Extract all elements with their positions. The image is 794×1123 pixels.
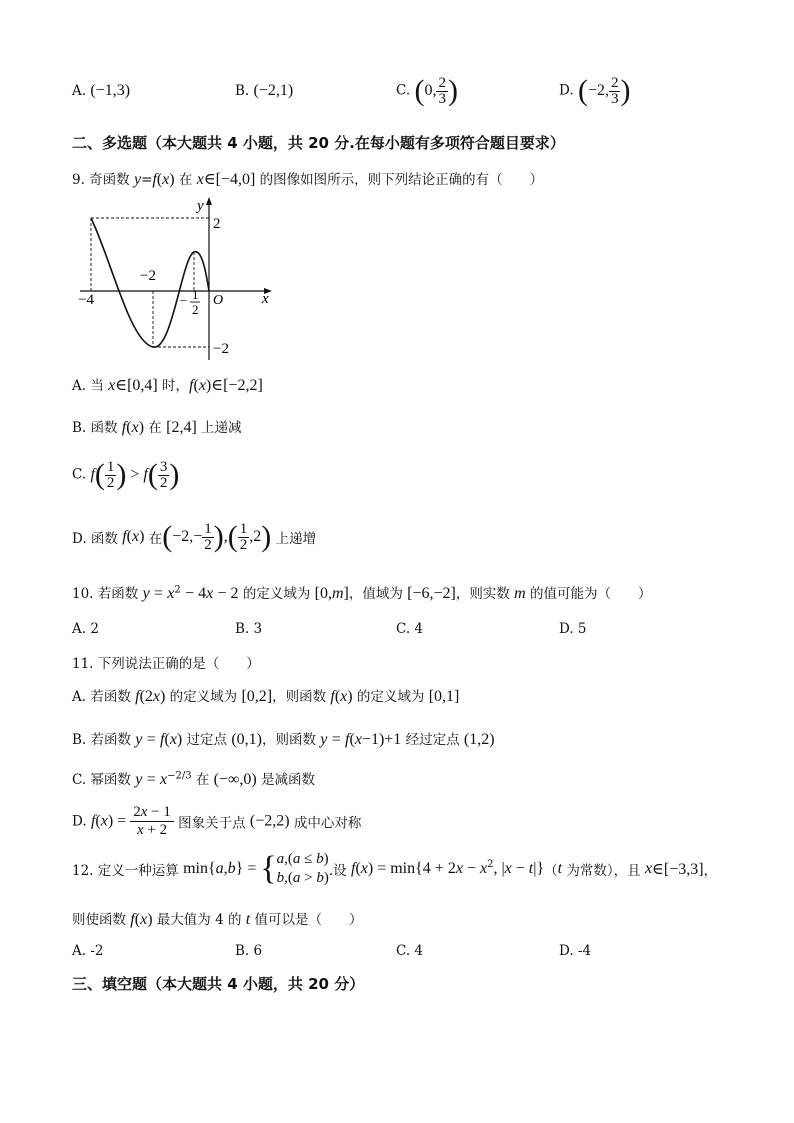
origin-label: O [213,293,224,308]
q12-option-b: B. 6 [235,943,263,959]
y-axis-label: y [197,198,204,214]
q9-option-b: B. 函数 f(x) 在 [2,4] 上递减 [72,419,242,436]
x-tick-neg2: −2 [140,268,156,284]
q9-stem: 9. 奇函数 y=f(x) 在 x∈[−4,0] 的图像如图所示，则下列结论正确的有（ ） [72,171,544,188]
q11-option-a: A. 若函数 f(2x) 的定义域为 [0,2]，则函数 f(x) 的定义域为 [0,1] [72,688,460,705]
q11-option-b: B. 若函数 y = f(x) 过定点 (0,1)，则函数 y = f(x−1)+1 经过定点 (1,2) [72,731,495,748]
q10-stem: 10. 若函数 $y = x^2 - 4x - 2$ 的定义域为 [0,m]，值域为 [−6,−2]，则实数 m 的值可能为（ ） [72,584,652,602]
y-tick-neg2: −2 [213,341,229,357]
section-2-title: 二、多选题（本大题共 4 小题，共 20 分.在每小题有多项符合题目要求） [72,134,565,152]
y-axis-arrow-icon [206,197,212,205]
x-tick-neghalf-minus: − [180,293,188,308]
q10-option-d: D. 5 [559,621,587,637]
q9-function-graph [72,192,282,362]
q10-option-b: B. 3 [235,621,263,637]
q8-option-c: C. (0, $\frac{2}{3}$ ) [396,74,458,107]
y-tick-2: 2 [213,216,221,232]
x-tick-neghalf-num: 1 [192,287,199,302]
q10-option-c: C. 4 [396,621,424,637]
q11-option-c: C. 幂函数 $y = x^{-2/3}$ 在 (−∞,0) 是减函数 [72,770,316,788]
q8-option-d: D. (−2, $\frac{2}{3}$ ) [559,74,631,107]
q9-option-d: D. 函数 f(x) 在(−2,− $\frac{1}{2}$ ),( $\frac{1}{2}$ ,2) 上递增 [72,520,317,553]
q12-stem-line2: 则使函数 f(x) 最大值为 4 的 t 值可以是（ ） [72,911,363,928]
x-tick-neg4: −4 [78,292,94,308]
q12-option-a: A. -2 [72,943,104,959]
q9-option-a: A. 当 x∈[0,4] 时，f(x)∈[−2,2] [72,377,263,394]
q9-option-c: C. f( $\frac{1}{2}$ ) > f( $\frac{3}{2}$ ) [72,458,180,491]
x-axis-label: x [262,291,269,307]
q11-stem: 11. 下列说法正确的是（ ） [72,656,260,672]
x-tick-neghalf-den: 2 [192,302,199,317]
q10-option-a: A. 2 [72,621,99,637]
q12-option-d: D. -4 [559,943,592,959]
q8-option-b: B. (−2,1) [235,82,294,99]
q12-option-c: C. 4 [396,943,424,959]
section-3-title: 三、填空题（本大题共 4 小题，共 20 分） [72,975,365,993]
q12-stem-line1: 12. 定义一种运算 min{a,b} = { a,(a ≤ b) b,(a > b) .设 $f(x) = \min\{4 + 2x - x^2$, |x − t|}（t 为常数），且 x∈[−3,3]， [72,850,718,887]
q8-option-a: A. (−1,3) [72,82,131,99]
q11-option-d: D. f(x) = $\frac{2x - 1}{x + 2}$ 图象关于点 (−2,2) 成中心对称 [72,804,362,838]
